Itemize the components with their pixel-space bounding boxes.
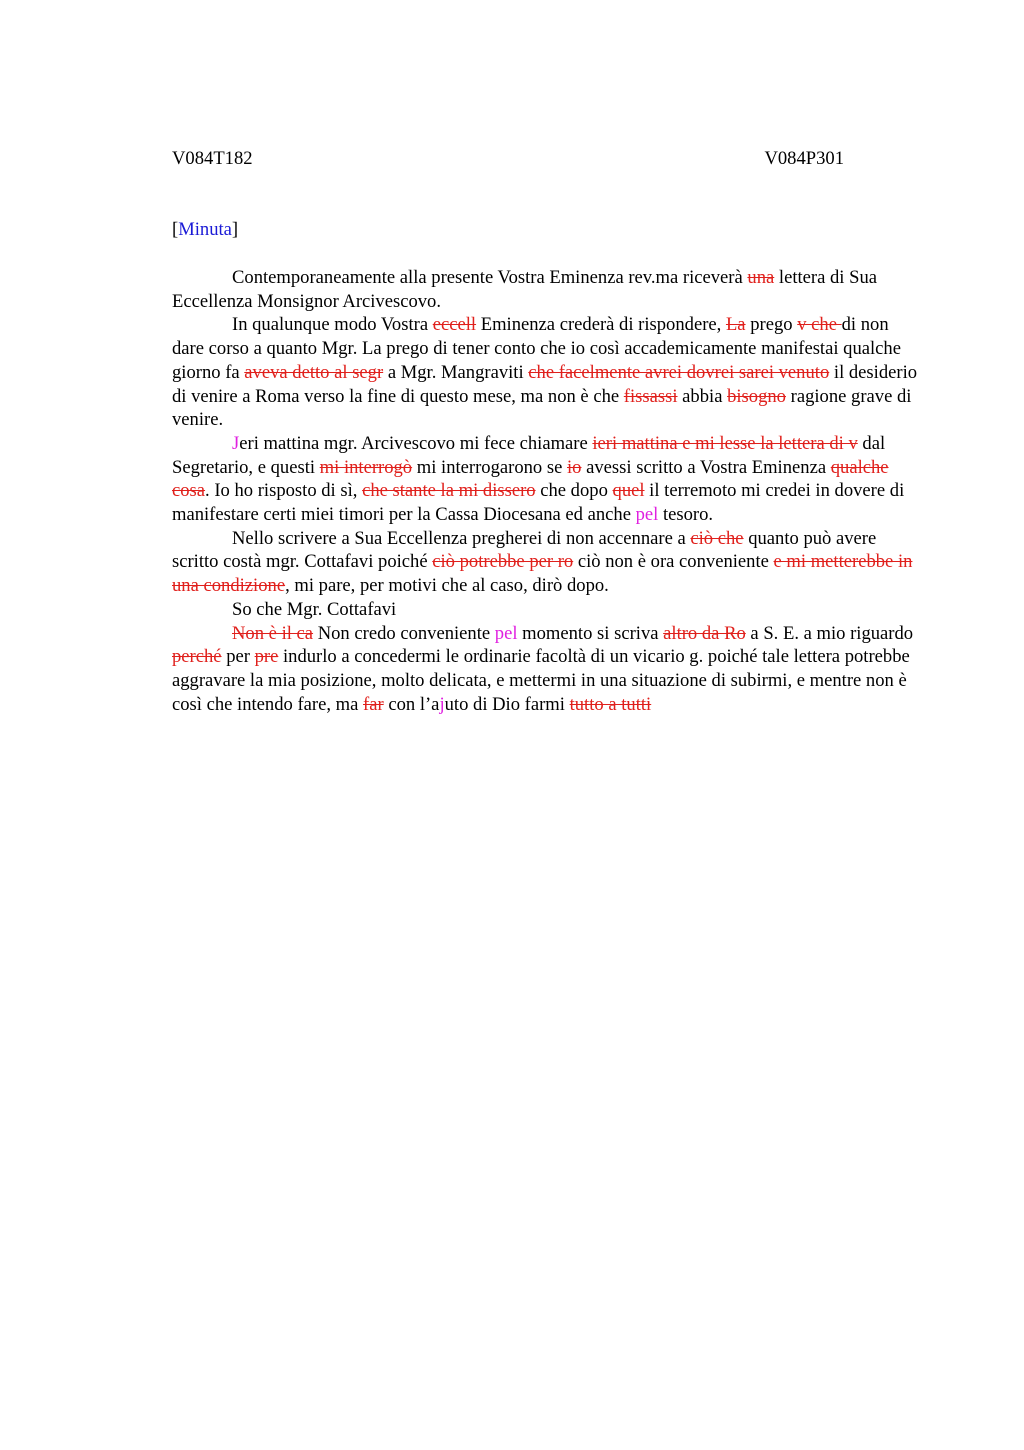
deleted-text: perché [172, 646, 222, 668]
document-header [172, 148, 844, 170]
text-run: , mi pare, per motivi che al caso, dirò dopo. [285, 575, 609, 597]
label-minuta: Minuta [178, 219, 232, 240]
text-run: uto di Dio farmi [444, 693, 570, 715]
paragraph [172, 266, 924, 313]
text-run: abbia [677, 385, 728, 407]
document-code-left: V084T182 [172, 148, 253, 169]
text-run: Contemporaneamente alla presente Vostra Eminenza rev.ma riceverà [232, 267, 748, 288]
text-run: che dopo [535, 480, 613, 502]
deleted-text: tutto a tutti [569, 693, 652, 715]
deleted-text: fissassi [623, 385, 678, 407]
text-run: eri mattina mgr. Arcivescovo mi fece chiamare [239, 432, 593, 454]
deleted-text: altro da Ro [663, 622, 746, 644]
text-run: dal Segretario, e questi [172, 432, 886, 478]
deleted-text: far [363, 693, 384, 715]
deleted-text: qualche cosa [172, 456, 889, 502]
text-run: di non dare corso a quanto Mgr. La prego di tener conto che io così accademicamente manifestai qualche giorno fa [172, 314, 901, 383]
deleted-text: La [725, 314, 746, 336]
text-run: Nello scrivere a Sua Eccellenza pregherei di non accennare a [232, 527, 691, 549]
text-run: . Io ho risposto di sì, [205, 480, 363, 502]
text-run: mi interrogarono se [412, 456, 568, 478]
text-run: ragione grave di venire. [172, 385, 912, 431]
paragraph [172, 527, 924, 598]
deleted-text: io [567, 456, 582, 478]
document-code-right: V084P301 [764, 148, 844, 169]
deleted-text: ieri mattina e mi lesse la lettera di v [592, 432, 858, 454]
deleted-text: quel [612, 480, 645, 502]
text-run: avessi scritto a Vostra Eminenza [581, 456, 831, 478]
deleted-text: aveva detto al segr [244, 361, 384, 383]
text-run: lettera di Sua Eccellenza Monsignor Arcivescovo. [172, 267, 878, 312]
deleted-text: pre [254, 646, 279, 668]
text-run: a S. E. a mio riguardo [745, 622, 914, 644]
text-run: momento si scriva [517, 622, 664, 644]
text-run: il desiderio di venire a Roma verso la fine di questo mese, ma non è che [172, 361, 918, 407]
deleted-text: bisogno [727, 385, 786, 407]
paragraph [172, 598, 924, 622]
deleted-text: una [747, 267, 775, 288]
label-close-bracket: ] [231, 219, 239, 240]
text-run: con l’a [383, 693, 440, 715]
paragraph [172, 313, 924, 432]
paragraph [172, 622, 924, 717]
inserted-text: j [439, 693, 445, 715]
deleted-text: che stante la mi dissero [362, 480, 536, 502]
deleted-text: mi interrogò [319, 456, 413, 478]
deleted-text: e mi metterebbe in una condizione [172, 551, 913, 597]
deleted-text: eccell [432, 314, 477, 336]
text-run: ciò non è ora conveniente [573, 551, 774, 573]
deleted-text: che facelmente avrei dovrei sarei venuto [528, 361, 830, 383]
paragraph [172, 432, 924, 527]
deleted-text: v che [797, 314, 842, 336]
text-run: In qualunque modo Vostra [232, 314, 433, 336]
text-run: tesoro. [658, 504, 714, 526]
text-run: il terremoto mi credei in dovere di manifestare certi miei timori per la Cassa Diocesana ed anche [172, 480, 905, 526]
letter-body [172, 266, 924, 716]
inserted-text: J [232, 432, 240, 454]
text-run: prego [745, 314, 798, 336]
draft-label [172, 219, 238, 241]
text-run: indurlo a concedermi le ordinarie facoltà di un vicario g. poiché tale lettera potrebbe aggravare la mia posizione, molto delicata, e mettermi in una situazione di subirmi, e mentre non è così che intendo fare, ma [172, 646, 910, 715]
deleted-text: Non è il ca [232, 622, 314, 644]
text-run: Eminenza crederà di rispondere, [476, 314, 726, 336]
deleted-text: ciò potrebbe per ro [432, 551, 574, 573]
text-run: quanto può avere scritto costà mgr. Cottafavi poiché [172, 527, 877, 573]
inserted-text: pel [635, 504, 659, 526]
text-run: Non credo conveniente [313, 622, 495, 644]
text-run: So che Mgr. Cottafavi [232, 598, 397, 620]
deleted-text: ciò che [690, 527, 744, 549]
label-open-bracket: [ [172, 219, 179, 240]
text-run: per [221, 646, 255, 668]
inserted-text: pel [494, 622, 518, 644]
text-run: a Mgr. Mangraviti [383, 361, 529, 383]
